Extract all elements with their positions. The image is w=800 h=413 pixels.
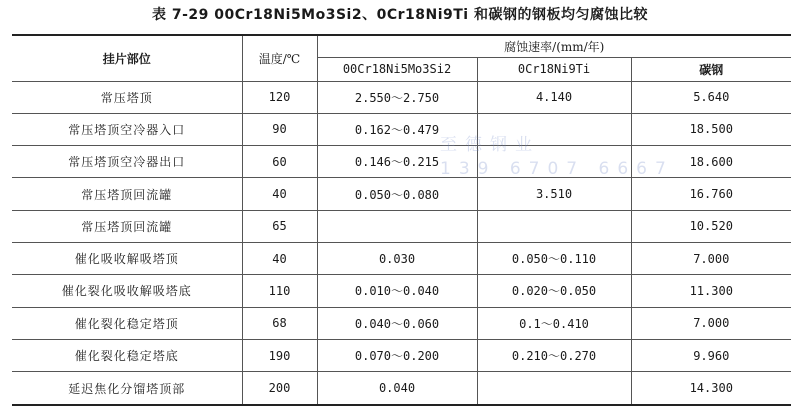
row-location: 催化裂化吸收解吸塔底	[12, 275, 242, 307]
header-material-carbon-steel: 碳钢	[631, 57, 791, 81]
row-rate-00cr18ni5mo3si2: 0.010～0.040	[317, 275, 477, 307]
header-material-00cr18ni5mo3si2: 00Cr18Ni5Mo3Si2	[317, 57, 477, 81]
row-rate-00cr18ni5mo3si2: 0.040	[317, 372, 477, 405]
table-row	[12, 146, 791, 178]
row-temperature: 68	[242, 307, 317, 339]
table-row	[12, 210, 791, 242]
row-rate-0cr18ni9ti: 0.020～0.050	[477, 275, 631, 307]
row-rate-carbon-steel: 11.300	[631, 275, 791, 307]
row-location: 常压塔顶回流罐	[12, 210, 242, 242]
row-rate-00cr18ni5mo3si2: 0.040～0.060	[317, 307, 477, 339]
header-corrosion-rate: 腐蚀速率/(mm/年)	[317, 35, 791, 57]
row-rate-carbon-steel: 16.760	[631, 178, 791, 210]
row-location: 常压塔顶回流罐	[12, 178, 242, 210]
row-rate-0cr18ni9ti	[477, 210, 631, 242]
watermark-line-1: 至德钢业	[440, 135, 540, 155]
table-row	[12, 178, 791, 210]
row-location: 催化裂化稳定塔顶	[12, 307, 242, 339]
row-rate-carbon-steel: 9.960	[631, 339, 791, 371]
row-rate-0cr18ni9ti	[477, 372, 631, 405]
row-rate-carbon-steel: 14.300	[631, 372, 791, 405]
row-temperature: 120	[242, 81, 317, 113]
table-row	[12, 81, 791, 113]
row-rate-0cr18ni9ti: 0.1～0.410	[477, 307, 631, 339]
header-material-0cr18ni9ti: 0Cr18Ni9Ti	[477, 57, 631, 81]
table-caption: 表 7-29 00Cr18Ni5Mo3Si2、0Cr18Ni9Ti 和碳钢的钢板均匀腐蚀比较	[152, 7, 648, 23]
row-rate-00cr18ni5mo3si2: 0.146～0.215	[317, 146, 477, 178]
row-rate-carbon-steel: 10.520	[631, 210, 791, 242]
row-location: 常压塔顶空冷器入口	[12, 113, 242, 145]
header-location: 挂片部位	[12, 35, 242, 81]
row-rate-0cr18ni9ti	[477, 146, 631, 178]
row-rate-00cr18ni5mo3si2: 2.550～2.750	[317, 81, 477, 113]
row-rate-0cr18ni9ti: 3.510	[477, 178, 631, 210]
row-location: 延迟焦化分馏塔顶部	[12, 372, 242, 405]
table-row	[12, 113, 791, 145]
row-temperature: 200	[242, 372, 317, 405]
row-temperature: 65	[242, 210, 317, 242]
row-rate-0cr18ni9ti: 4.140	[477, 81, 631, 113]
row-temperature: 190	[242, 339, 317, 371]
corrosion-table	[12, 34, 791, 406]
row-rate-carbon-steel: 18.500	[631, 113, 791, 145]
table-row	[12, 275, 791, 307]
watermark-line-2: 139 6707 6667	[440, 159, 674, 179]
row-temperature: 90	[242, 113, 317, 145]
row-rate-00cr18ni5mo3si2: 0.030	[317, 242, 477, 274]
row-rate-carbon-steel: 18.600	[631, 146, 791, 178]
row-rate-0cr18ni9ti	[477, 113, 631, 145]
row-rate-00cr18ni5mo3si2: 0.070～0.200	[317, 339, 477, 371]
row-location: 常压塔顶	[12, 81, 242, 113]
row-location: 常压塔顶空冷器出口	[12, 146, 242, 178]
table-row	[12, 339, 791, 371]
row-location: 催化吸收解吸塔顶	[12, 242, 242, 274]
row-rate-0cr18ni9ti: 0.210～0.270	[477, 339, 631, 371]
row-rate-00cr18ni5mo3si2: 0.050～0.080	[317, 178, 477, 210]
row-rate-carbon-steel: 5.640	[631, 81, 791, 113]
table-row	[12, 372, 791, 405]
row-temperature: 40	[242, 242, 317, 274]
row-rate-carbon-steel: 7.000	[631, 242, 791, 274]
row-rate-00cr18ni5mo3si2: 0.162～0.479	[317, 113, 477, 145]
table-row	[12, 307, 791, 339]
row-rate-0cr18ni9ti: 0.050～0.110	[477, 242, 631, 274]
row-rate-carbon-steel: 7.000	[631, 307, 791, 339]
row-temperature: 60	[242, 146, 317, 178]
header-temperature: 温度/℃	[242, 35, 317, 81]
row-temperature: 40	[242, 178, 317, 210]
row-location: 催化裂化稳定塔底	[12, 339, 242, 371]
row-temperature: 110	[242, 275, 317, 307]
table-row	[12, 242, 791, 274]
row-rate-00cr18ni5mo3si2	[317, 210, 477, 242]
